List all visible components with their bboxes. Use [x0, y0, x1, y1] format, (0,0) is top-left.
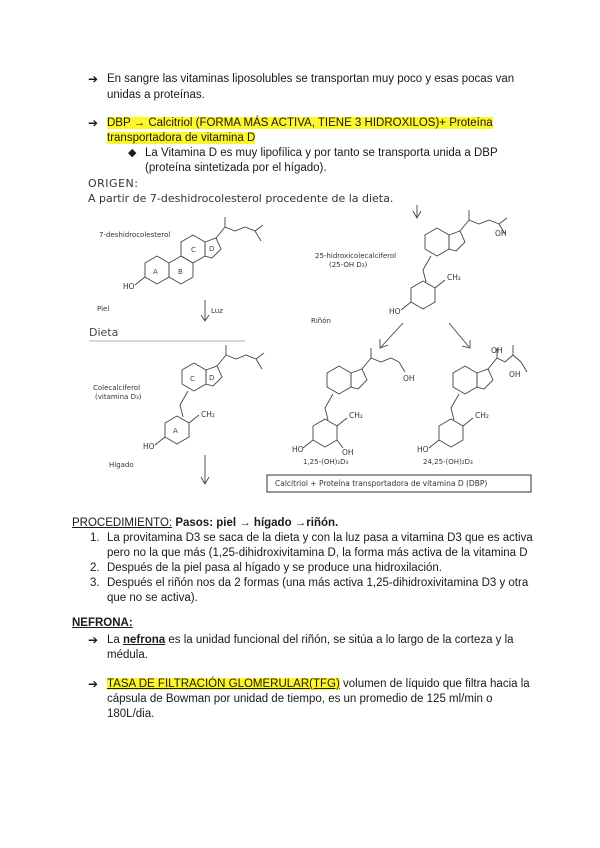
label-25-oh-d3: (25-OH D₃)	[329, 261, 368, 269]
list-item-number: 2.	[90, 562, 100, 574]
oh-label: OH	[403, 374, 415, 383]
list-item-line: La provitamina D3 se saca de la dieta y con la luz pasa a vitamina D3 que es activa	[107, 532, 533, 544]
label-colecalciferol: Colecalciferol	[93, 384, 141, 392]
nefrona-bullet-1-line-2: médula.	[107, 649, 148, 661]
tfg-bullet-line-2: cápsula de Bowman por unidad de tiempo, es un promedio de 125 ml/min o	[107, 693, 493, 705]
arrow-bullet-icon: ➔	[88, 72, 99, 86]
label-higado: Hígado	[109, 461, 134, 469]
sub-bullet-line-2: (proteína sintetizada por el hígado).	[145, 162, 327, 174]
molecule-24-25-dihydroxy	[429, 345, 527, 448]
label-piel: Piel	[97, 305, 110, 313]
ch2-label: CH₂	[201, 410, 215, 419]
label-24-25-oh2d3: 24,25-(OH)₂D₃	[423, 458, 473, 466]
arrow-bullet-icon: ➔	[88, 116, 99, 130]
ring-label: A	[153, 268, 158, 276]
label-25-hydroxy: 25-hidroxicolecalciferol	[315, 252, 397, 260]
list-item-line: pero no la que más (1,25-dihidroxivitamina D, la forma más activa de la vitamina D	[107, 547, 528, 559]
nefrona-heading: NEFRONA:	[72, 617, 133, 629]
ho-label: HO	[292, 445, 304, 454]
origen-intro: A partir de 7-deshidrocolesterol procedente de la dieta.	[88, 192, 394, 205]
ring-label: A	[173, 427, 178, 435]
list-item-number: 3.	[90, 577, 100, 589]
ch2-label: CH₂	[447, 273, 461, 282]
bullet-1-line-1: En sangre las vitaminas liposolubles se transportan muy poco y esas pocas van	[107, 73, 515, 85]
calcitriol-box-label: Calcitriol + Proteína transportadora de vitamina D (DBP)	[275, 479, 488, 488]
ho-label: HO	[123, 282, 135, 291]
bullet-1-line-2: unidas a proteínas.	[107, 89, 205, 101]
ho-label: HO	[143, 442, 155, 451]
oh-label: OH	[491, 346, 503, 355]
sub-bullet-line-1: La Vitamina D es muy lipofílica y por tanto se transporta unida a DBP	[145, 147, 498, 159]
ring-label: C	[190, 375, 195, 383]
label-vitamina-d3: (vitamina D₃)	[95, 393, 142, 401]
molecule-calcitriol	[303, 348, 405, 448]
arrow-bullet-icon: ➔	[88, 633, 99, 647]
oh-label: OH	[495, 229, 507, 238]
diamond-bullet-icon: ◆	[128, 147, 137, 159]
tfg-bullet-line-3: 180L/dia.	[107, 708, 155, 720]
ch2-label: CH₂	[349, 411, 363, 420]
oh-label: OH	[509, 370, 521, 379]
bullet-2-line-1: DBP → Calcitriol (FORMA MÁS ACTIVA, TIENE 3 HIDROXILOS)+ Proteína	[107, 117, 493, 129]
list-item-line: que no se activa).	[107, 592, 198, 604]
list-item-number: 1.	[90, 532, 100, 544]
label-dieta: Dieta	[89, 326, 119, 339]
ring-label: B	[178, 268, 183, 276]
label-rinon: Riñón	[311, 317, 331, 325]
bullet-2-line-2: transportadora de vitamina D	[107, 132, 256, 144]
nefrona-bullet-1-line-1: La nefrona es la unidad funcional del riñón, se sitúa a lo largo de la corteza y la	[107, 634, 514, 646]
ho-label: HO	[417, 445, 429, 454]
list-item-line: Después el riñón nos da 2 formas (una más activa 1,25-dihidroxivitamina D3 y otra	[107, 577, 529, 589]
origen-heading: ORIGEN:	[88, 177, 139, 190]
molecule-25-hydroxy	[401, 210, 507, 310]
label-7-dehydrocholesterol: 7-deshidrocolesterol	[99, 231, 171, 239]
list-item-line: Después de la piel pasa al hígado y se produce una hidroxilación.	[107, 562, 442, 574]
ho-label: HO	[389, 307, 401, 316]
arrow-bullet-icon: ➔	[88, 677, 99, 691]
procedimiento-heading: PROCEDIMIENTO: Pasos: piel → hígado →riñón.	[72, 517, 339, 529]
ring-label: D	[209, 374, 215, 382]
oh-label: OH	[342, 448, 354, 457]
molecule-cholecalciferol	[155, 345, 264, 445]
ch2-label: CH₂	[475, 411, 489, 420]
vitamin-d-synthesis-diagram	[85, 205, 545, 505]
ring-label: D	[209, 245, 215, 253]
ring-label: C	[191, 246, 196, 254]
label-luz: Luz	[211, 307, 223, 315]
tfg-bullet-line-1: TASA DE FILTRACIÓN GLOMERULAR(TFG) volumen de líquido que filtra hacia la	[107, 678, 530, 690]
label-1-25-oh2d3: 1,25-(OH)₂D₃	[303, 458, 349, 466]
